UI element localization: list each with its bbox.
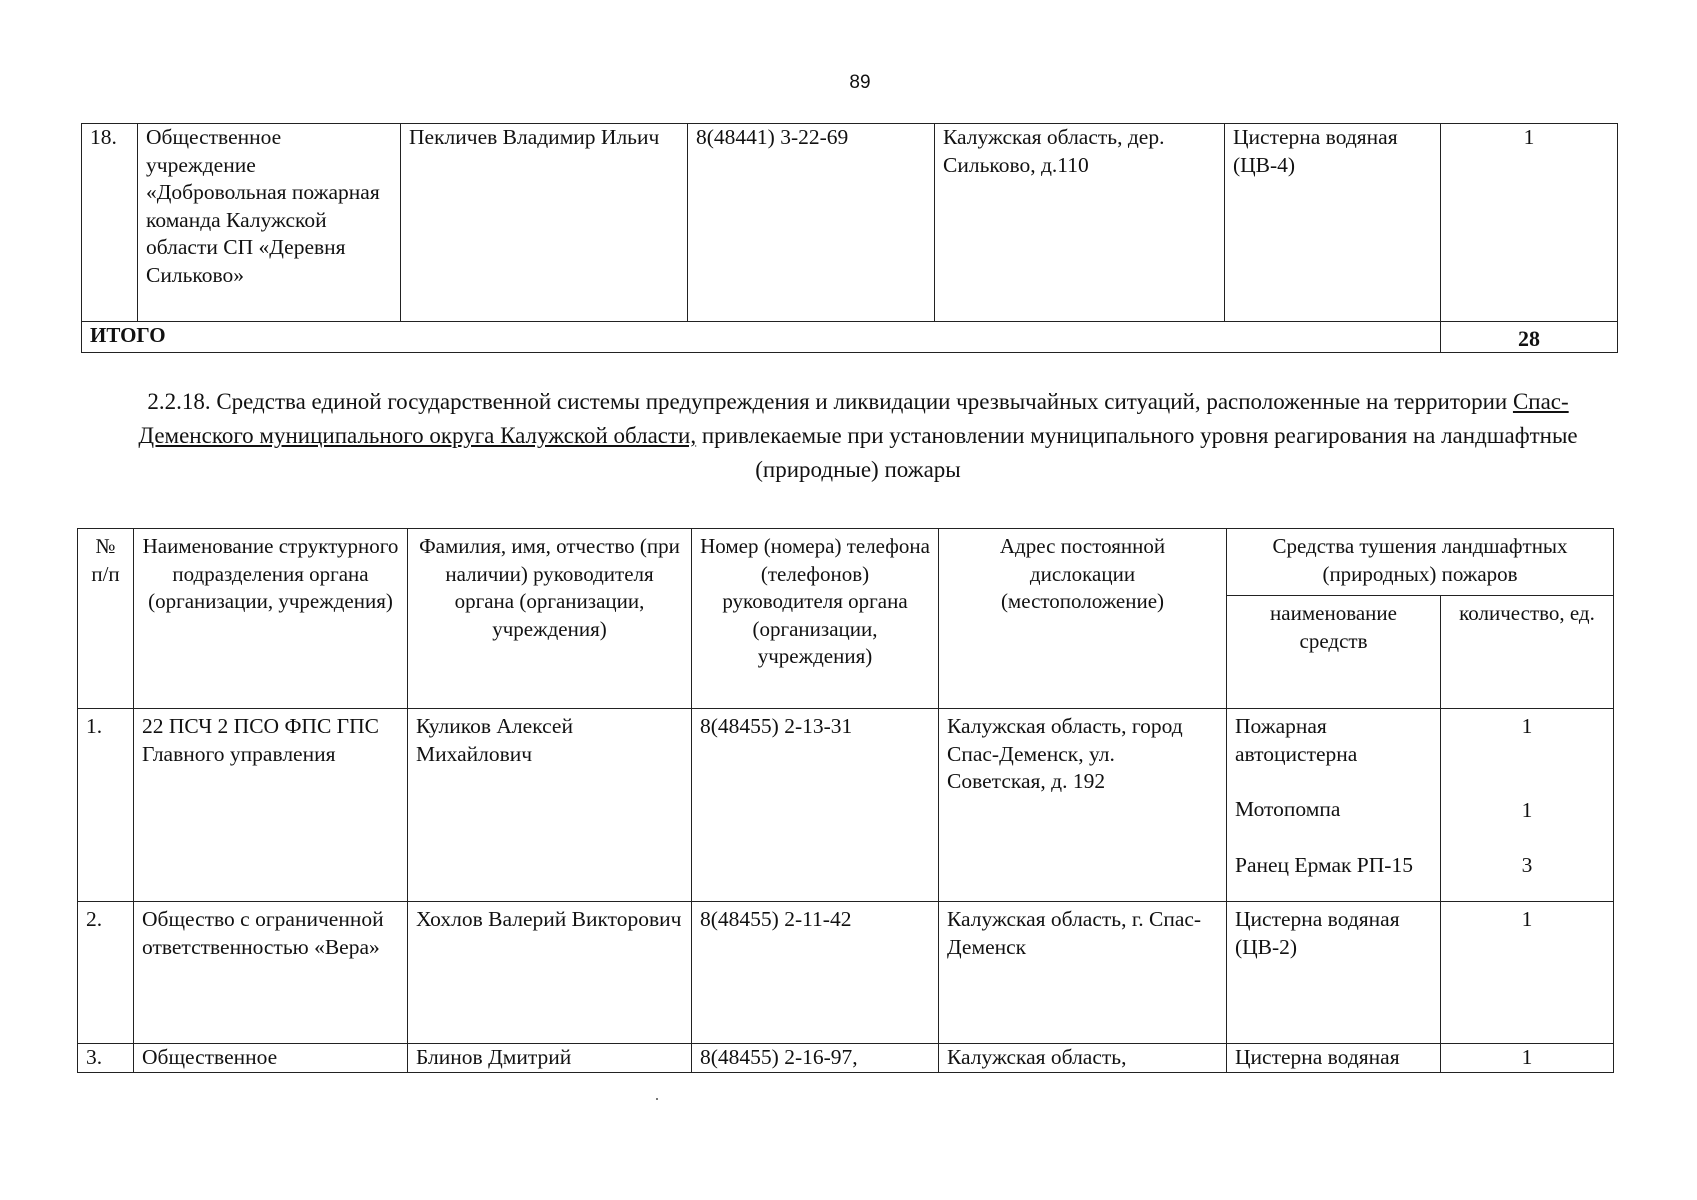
equipment-quantity: 1	[1521, 797, 1533, 822]
section-heading-prefix: 2.2.18. Средства единой государственной системы предупреждения и ликвидации чрезвычайных ситуаций, расположенные на территории	[147, 389, 1513, 414]
equipment-name: Цистерна водяная (ЦВ-4)	[1225, 124, 1441, 322]
phone-number: 8(48455) 2-11-42	[692, 902, 939, 1044]
equipment-name: Мотопомпа	[1235, 797, 1341, 821]
address: Калужская область,	[939, 1044, 1227, 1073]
organization-name: Общественное учреждение «Добровольная пожарная команда Калужской области СП «Деревня Сильково»	[138, 124, 401, 322]
phone-number: 8(48455) 2-13-31	[692, 709, 939, 902]
equipment-name: Ранец Ермак РП-15	[1235, 852, 1413, 877]
equipment-names	[1227, 709, 1441, 902]
organization-name: Общественное	[134, 1044, 408, 1073]
section-heading-underlined: Спас-Деменского муниципального округа Калужской области,	[138, 389, 1569, 448]
head-name: Пекличев Владимир Ильич	[401, 124, 688, 322]
header-phone: Номер (номера) телефона (телефонов) руководителя органа (организации, учреждения)	[692, 529, 939, 709]
organization-name: Общество с ограниченной ответственностью «Вера»	[134, 902, 408, 1044]
equipment-quantity: 1	[1521, 714, 1533, 738]
header-means-name: наименование средств	[1227, 596, 1441, 709]
section-heading	[138, 385, 1578, 487]
scan-speck	[656, 1098, 658, 1100]
head-name: Куликов Алексей Михайлович	[408, 709, 692, 902]
address: Калужская область, дер. Сильково, д.110	[935, 124, 1225, 322]
table-row	[78, 902, 1614, 1044]
organization-name: 22 ПСЧ 2 ПСО ФПС ГПС Главного управления	[134, 709, 408, 902]
row-number: 3.	[78, 1044, 134, 1073]
equipment-quantity: 1	[1441, 902, 1614, 1044]
row-number: 2.	[78, 902, 134, 1044]
table-row	[78, 1044, 1614, 1073]
equipment-quantity: 3	[1521, 853, 1533, 877]
head-name: Блинов Дмитрий	[408, 1044, 692, 1073]
address: Калужская область, г. Спас-Деменск	[939, 902, 1227, 1044]
header-number: № п/п	[78, 529, 134, 709]
header-head: Фамилия, имя, отчество (при наличии) руководителя органа (организации, учреждения)	[408, 529, 692, 709]
address: Калужская область, город Спас-Деменск, ул. Советская, д. 192	[939, 709, 1227, 902]
equipment-quantities	[1441, 709, 1614, 902]
total-value: 28	[1441, 322, 1618, 353]
total-row	[82, 322, 1618, 353]
equipment-name: Пожарная автоцистерна	[1235, 714, 1358, 766]
phone-number: 8(48441) 3-22-69	[688, 124, 935, 322]
equipment-name: Цистерна водяная (ЦВ-2)	[1227, 902, 1441, 1044]
header-means-quantity: количество, ед.	[1441, 596, 1614, 709]
previous-section-table	[81, 123, 1618, 353]
table-row	[78, 709, 1614, 902]
head-name: Хохлов Валерий Викторович	[408, 902, 692, 1044]
header-organization: Наименование структурного подразделения органа (организации, учреждения)	[134, 529, 408, 709]
header-row	[78, 529, 1614, 596]
header-address: Адрес постоянной дислокации (местоположение)	[939, 529, 1227, 709]
header-means-group: Средства тушения ландшафтных (природных) пожаров	[1227, 529, 1614, 596]
section-heading-suffix: привлекаемые при установлении муниципального уровня реагирования на ландшафтные (природные) пожары	[696, 423, 1578, 482]
page-number: 89	[849, 72, 871, 93]
table-row	[82, 124, 1618, 322]
row-number: 18.	[82, 124, 138, 322]
phone-number: 8(48455) 2-16-97,	[692, 1044, 939, 1073]
forces-table	[77, 528, 1614, 1073]
equipment-quantity: 1	[1441, 124, 1618, 322]
equipment-name: Цистерна водяная	[1227, 1044, 1441, 1073]
row-number: 1.	[78, 709, 134, 902]
equipment-quantity: 1	[1441, 1044, 1614, 1073]
total-label: ИТОГО	[82, 322, 1441, 353]
